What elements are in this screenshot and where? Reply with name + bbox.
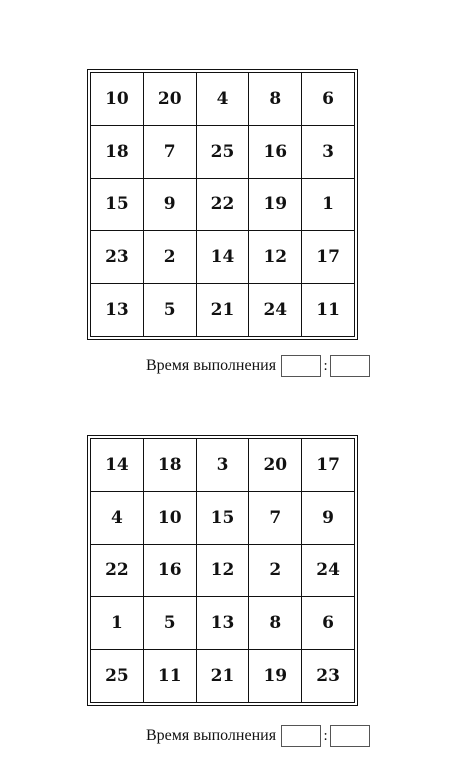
time-separator: : [323,727,328,744]
table-cell: 22 [196,178,249,231]
time-separator: : [323,357,328,374]
table-cell: 24 [302,544,355,597]
table-cell: 4 [196,73,249,126]
table-cell: 9 [302,491,355,544]
table-cell: 7 [143,125,196,178]
table-cell: 23 [302,650,355,703]
table-cell: 16 [249,125,302,178]
number-grid [90,438,355,703]
completion-time-2 [146,724,370,748]
table-cell: 11 [143,650,196,703]
table-cell: 5 [143,597,196,650]
table-cell: 6 [302,597,355,650]
table-cell: 25 [91,650,144,703]
table-row [91,231,355,284]
table-cell: 9 [143,178,196,231]
schulte-table-1 [87,69,358,340]
table-cell: 20 [143,73,196,126]
table-cell: 19 [249,178,302,231]
number-grid [90,72,355,337]
completion-time-1 [146,354,370,378]
completion-time-label: Время выполнения [146,357,277,374]
table-cell: 21 [196,650,249,703]
seconds-field[interactable] [330,725,370,747]
table-cell: 10 [91,73,144,126]
table-cell: 22 [91,544,144,597]
table-cell: 12 [196,544,249,597]
table-cell: 7 [249,491,302,544]
table-cell: 19 [249,650,302,703]
table-cell: 13 [91,284,144,337]
table-row [91,73,355,126]
table-cell: 4 [91,491,144,544]
table-row [91,491,355,544]
table-row [91,650,355,703]
seconds-field[interactable] [330,355,370,377]
table-cell: 17 [302,439,355,492]
table-cell: 17 [302,231,355,284]
table-cell: 20 [249,439,302,492]
completion-time-label: Время выполнения [146,727,277,744]
table-cell: 21 [196,284,249,337]
table-cell: 18 [91,125,144,178]
table-cell: 8 [249,73,302,126]
schulte-table-2 [87,435,358,706]
table-cell: 3 [196,439,249,492]
table-cell: 24 [249,284,302,337]
table-row [91,125,355,178]
minutes-field[interactable] [281,725,321,747]
table-cell: 16 [143,544,196,597]
table-cell: 1 [302,178,355,231]
table-cell: 2 [249,544,302,597]
table-cell: 8 [249,597,302,650]
minutes-field[interactable] [281,355,321,377]
table-cell: 23 [91,231,144,284]
table-cell: 3 [302,125,355,178]
table-row [91,544,355,597]
table-cell: 15 [196,491,249,544]
table-cell: 25 [196,125,249,178]
table-cell: 15 [91,178,144,231]
table-cell: 11 [302,284,355,337]
table-row [91,284,355,337]
table-row [91,178,355,231]
table-cell: 13 [196,597,249,650]
table-cell: 6 [302,73,355,126]
table-cell: 12 [249,231,302,284]
table-cell: 2 [143,231,196,284]
table-cell: 5 [143,284,196,337]
table-row [91,597,355,650]
table-cell: 14 [91,439,144,492]
table-cell: 10 [143,491,196,544]
table-cell: 1 [91,597,144,650]
table-cell: 18 [143,439,196,492]
table-cell: 14 [196,231,249,284]
table-row [91,439,355,492]
